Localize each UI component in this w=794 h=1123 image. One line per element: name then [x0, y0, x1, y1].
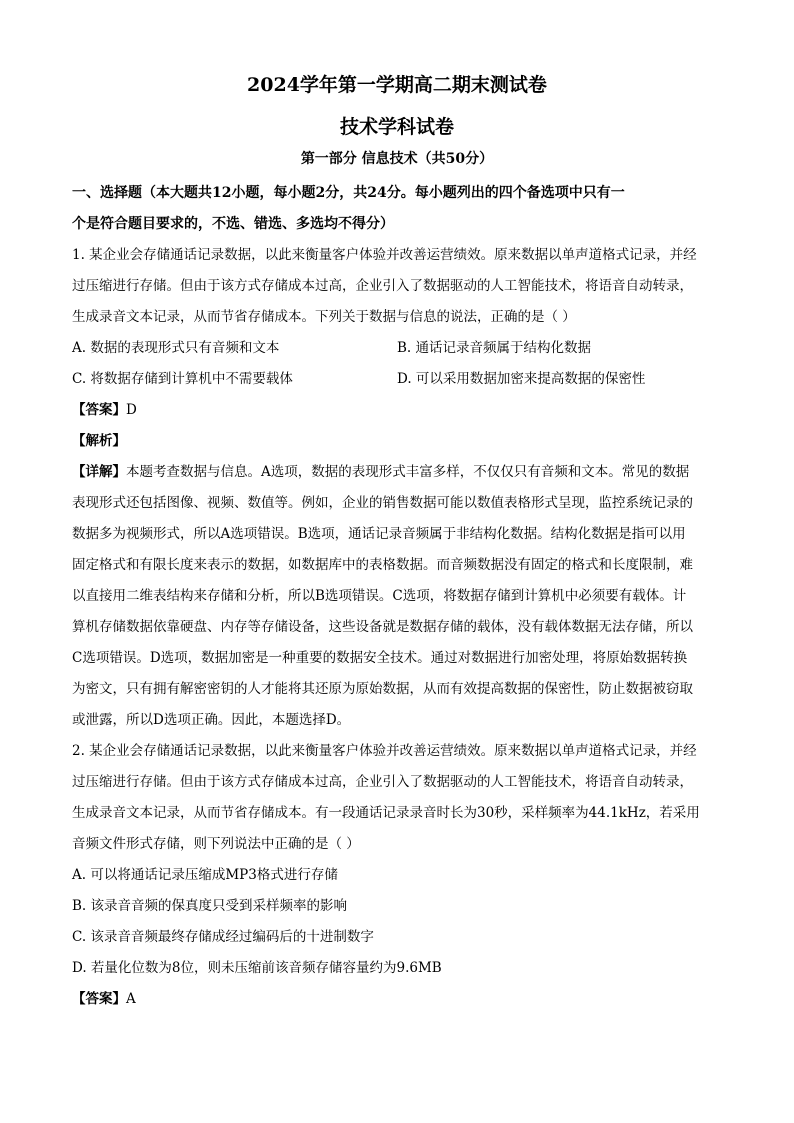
q2-stem-line: 2. 某企业会存储通话记录数据，以此来衡量客户体验并改善运营绩效。原来数据以单声道格式记录，并经: [72, 743, 697, 759]
q1-detail-line: 算机存储数据依靠硬盘、内存等存储设备，这些设备就是数据存储的载体，没有载体数据无法存储，所以: [72, 619, 693, 635]
q1-option-c: C. 将数据存储到计算机中不需要载体: [72, 371, 293, 387]
exam-subtitle: 技术学科试卷: [339, 116, 454, 138]
q1-detail-line: 为密文，只有拥有解密密钥的人才能将其还原为原始数据，从而有效提高数据的保密性，防止数据被窃取: [72, 681, 693, 697]
q1-detail-line: 固定格式和有限长度来表示的数据，如数据库中的表格数据。而音频数据没有固定的格式和长度限制，难: [72, 557, 693, 573]
q2-stem-line: 生成录音文本记录，从而节省存储成本。有一段通话记录录音时长为30秒，采样频率为44.1kHz，若采用: [72, 805, 700, 821]
q1-stem-line: 过压缩进行存储。但由于该方式存储成本过高，企业引入了数据驱动的人工智能技术，将语音自动转录，: [72, 278, 693, 294]
section-heading-line2: 个是符合题目要求的，不选、错选、多选均不得分）: [72, 216, 394, 232]
q2-stem-line: 过压缩进行存储。但由于该方式存储成本过高，企业引入了数据驱动的人工智能技术，将语音自动转录，: [72, 774, 693, 790]
q1-detail-line: 表现形式还包括图像、视频、数值等。例如，企业的销售数据可能以数值表格形式呈现，监控系统记录的: [72, 495, 693, 511]
q2-option-a: A. 可以将通话记录压缩成MP3格式进行存储: [72, 867, 338, 883]
q2-option-c: C. 该录音音频最终存储成经过编码后的十进制数字: [72, 929, 374, 945]
exam-content: [72, 178, 722, 1015]
q1-answer: [72, 395, 722, 426]
q2-stem-line: 音频文件形式存储，则下列说法中正确的是（ ）: [72, 836, 360, 852]
answer-value: A: [126, 991, 136, 1007]
section-heading-line1: 一、选择题（本大题共12小题，每小题2分，共24分。每小题列出的四个备选项中只有一: [72, 185, 625, 201]
q2-option-d: D. 若量化位数为8位，则未压缩前该音频存储容量约为9.6MB: [72, 960, 442, 976]
q1-option-a: A. 数据的表现形式只有音频和文本: [72, 340, 280, 356]
q1-detail-line: [72, 457, 722, 488]
q1-options-row2: [72, 364, 722, 395]
q1-options-row1: [72, 333, 722, 364]
q1-detail-line: 数据多为视频形式，所以A选项错误。B选项，通话记录音频属于非结构化数据。结构化数据是指可以用: [72, 526, 686, 542]
detail-tag: 【详解】: [72, 464, 126, 480]
q2-option-b: B. 该录音音频的保真度只受到采样频率的影响: [72, 898, 348, 914]
q2-answer: [72, 984, 722, 1015]
q1-stem-line: 1. 某企业会存储通话记录数据，以此来衡量客户体验并改善运营绩效。原来数据以单声道格式记录，并经: [72, 247, 697, 263]
q1-analysis-tag: 【解析】: [72, 433, 126, 449]
q1-option-d: D. 可以采用数据加密来提高数据的保密性: [397, 371, 646, 387]
q1-detail-line: 或泄露，所以D选项正确。因此，本题选择D。: [72, 712, 351, 728]
exam-title: 2024学年第一学期高二期末测试卷: [247, 74, 547, 96]
q1-option-b: B. 通话记录音频属于结构化数据: [397, 340, 592, 356]
part-heading: 第一部分 信息技术（共50分）: [300, 151, 494, 167]
answer-tag: 【答案】: [72, 402, 126, 418]
q1-detail-line: 以直接用二维表结构来存储和分析，所以B选项错误。C选项，将数据存储到计算机中必须要有载体。计: [72, 588, 687, 604]
answer-tag: 【答案】: [72, 991, 126, 1007]
q1-stem-line: 生成录音文本记录，从而节省存储成本。下列关于数据与信息的说法，正确的是（ ）: [72, 309, 576, 325]
answer-value: D: [126, 402, 137, 418]
q1-detail-line: C选项错误。D选项，数据加密是一种重要的数据安全技术。通过对数据进行加密处理，将原始数据转换: [72, 650, 688, 666]
detail-text: 本题考查数据与信息。A选项，数据的表现形式丰富多样，不仅仅只有音频和文本。常见的数据: [126, 464, 690, 480]
